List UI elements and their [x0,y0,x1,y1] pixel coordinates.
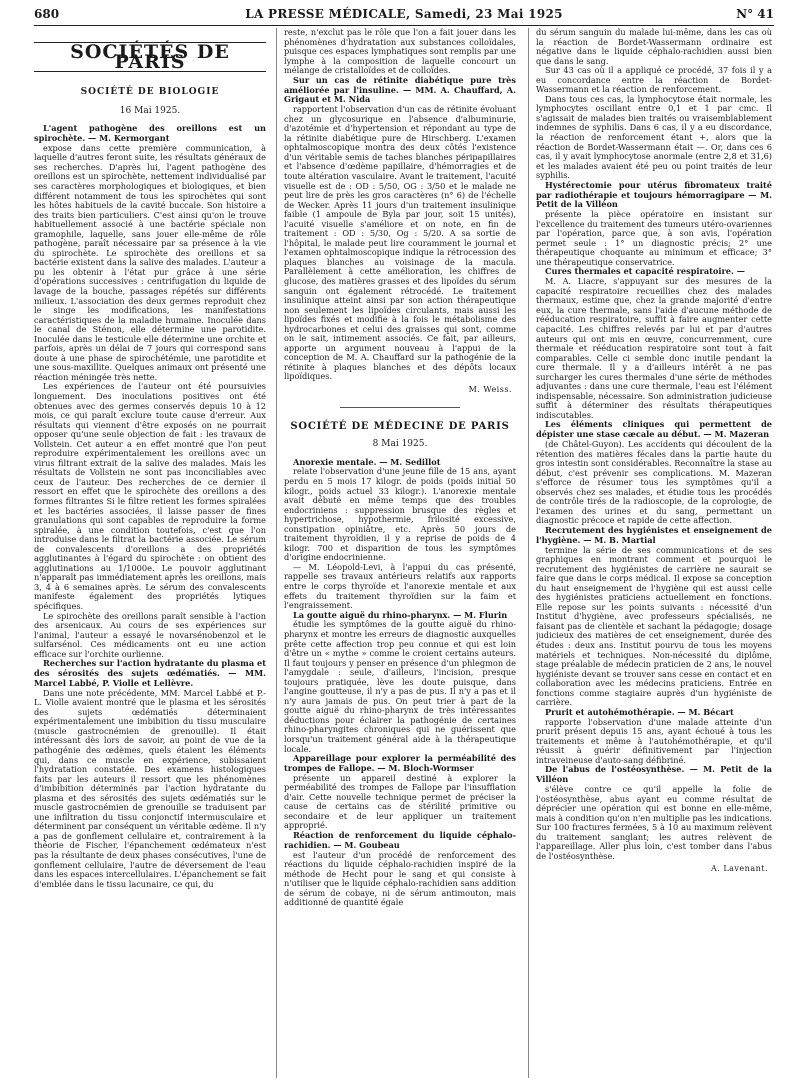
article-paragraph: Les expériences de l'auteur ont été poursuivies longuement. Des inoculations positives ont été obtenues avec des germes conservés depuis 10 à 12 mois, ce qui paraît exclure toute cause d'erreur. Aux résultats qui viennent d'être exposés on ne pourrait opposer qu'une seule objection de fait : les travaux de Vollstein. Cet auteur a en effet montré que l'on peut reproduire expérimentalement les oreillons avec un virus filtrant extrait de la salive des malades. Mais les résultats de Vollstein ne sont pas inconciliables avec ceux de l'auteur. Des recherches de ce dernier il ressort en effet que le spirochète des oreillons a des formes filtrantes Si le filtre retient les formes spiralées et les bactéries associées, il laisse passer de fines granulations qui sont capables de reproduire la forme spiralée, à une condition toutefois, c'est que l'on introduise dans le filtrat la bactérie associée. Le sérum de convalescents d'oreillons a des propriétés agglutinantes à l'égard du spirochète : on obtient des agglutinations au 1/1000e. Le pouvoir agglutinant n'apparaît pas immédiatement après les oreillons, mais 3, 4 à 6 semaines après. Le sérum des convalescents manifeste également des propriétés lytiques spécifiques. [34,381,266,612]
session-date: 8 Mai 1925. [372,439,428,450]
article-paragraph: présente un appareil destiné à explorer la perméabilité des trompes de Fallope par l'insufflation d'air. Cette nouvelle technique permet de préciser la cause de certains cas de stérilité primitive ou secondaire et de leur appliquer un traitement approprié. [284,772,516,831]
article-title: Réaction de renforcement du liquide céphalo-rachidien. — M. Goubeau [284,829,516,850]
article-title: L'agent pathogène des oreillons est un spirochète. — M. Kermorgant [34,123,266,143]
article-paragraph: du sérum sanguin du malade lui-même, dans les cas où la réaction de Bordet-Wassermann ordinaire est négative dans le liquide céphalo-rachidien aussi bien que dans le sang. [536,28,772,66]
column-separator [528,28,529,1078]
article-title: Prurit et autohémothérapie. — M. Bécart [545,706,734,717]
article-title: Anorexie mentale. — M. Sedillot [293,456,441,467]
article-title: Cures thermales et capacité respiratoire. — [545,266,745,277]
column-separator [276,28,277,1078]
section-divider [340,407,460,408]
header-rule [34,25,774,26]
article-paragraph: Dans tous ces cas, la lymphocytose était normale, les lymphocytes oscillant entre 0,1 et 1 par cmc. Il s'agissait de malades bien traités ou vraisemblablement indemnes de syphilis. Dans 6 cas, il y a eu discordance, la réaction de renforcement étant +, alors que la réaction de Bordet-Wassermann était —. Or, dans ces 6 cas, il y avait lymphocytose anormale (entre 2,8 et 31,6) et les malades avaient été peu ou point traités de leur syphilis. [536,93,772,181]
article-paragraph: étudie les symptômes de la goutte aiguë du rhino-pharynx et montre les erreurs de diagnostic auxquelles prête cette affection trop peu connue et qui est loin d'être un « mythe » comme le croient certains auteurs. Il faut toujours y penser en présence d'un phlegmon de l'amygdale : seule, d'ailleurs, l'incision, presque toujours pratiquée, lève les doute puisque, dans l'angine goutteuse, il n'y a pas de pus. Il n'y a pas et il n'y aura jamais de pus. On peut trier à part de la goutte aiguë du rhino-pharynx de très intéressantes déductions pour éclairer la pathogénie de certaines rhino-pharyngites chroniques qui ne guérissent que lorsqu'un traitement général aide à la thérapeutique locale. [284,619,516,754]
article-paragraph: (de Châtel-Guyon). Les accidents qui découlent de la rétention des matières fécales dans la partie haute du gros intestin sont considérables. Reconnaître la stase au début, c'est prévenir ses complications. M. Mazeran s'efforce de résumer tous les symptômes qu'il a observés chez ses malades, et étudie tous les procédés de contrôle tirés de la radioscopie, de la coprologie, de l'examen des urines et du sang, permettant un diagnostic précoce et rapide de cette affection. [536,439,772,526]
article-title: Recrutement des hygiénistes et enseignement de l'hygiène. — M. B. Martial [536,524,772,545]
article-paragraph: reste, n'exclut pas le rôle que l'on a fait jouer dans les phénomènes d'hydratation aux substances colloïdales, puisque ces espaces lymphatiques sont remplis par une lymphe à la composition de laquelle concourt un mélange de cristalloïdes et de colloïdes. [284,28,516,76]
article-paragraph: est l'auteur d'un procédé de renforcement des réactions du liquide céphalo-rachidien inspiré de la méthode de Hecht pour le sang et qui consiste à n'utiliser que le liquide céphalo-rachidien sans addition de sérum de cobaye, ni de sérum antimouton, mais additionné de quantité égale [284,849,516,908]
article-paragraph: relate l'observation d'une jeune fille de 15 ans, ayant perdu en 5 mois 17 kilogr. de poids (poids initial 50 kilogr., poids actuel 33 kilogr.). L'anorexie mentale avait débuté en même temps que des troubles endocriniens : suppression brusque des règles et hypertrichose, hypothermie, frilosité excessive, constipation opiniâtre, etc. Après 50 jours de traitement thyroïdien, il y a reprise de poids de 4 kilogr. 700 et disparition de tous les symptômes d'origine endocrinienne. [284,466,516,563]
article-paragraph: présente la pièce opératoire en insistant sur l'excellence du traitement des tumeurs utéro-ovariennes par l'opération, parce que, à son avis, l'opération permet seule : 1° un diagnostic précis; 2° une thérapeutique choquante au minimum et efficace; 3° une thérapeutique conservatrice. [536,209,772,267]
page-number: 680 [34,7,60,21]
running-head [34,4,774,24]
session-date: 16 Mai 1925. [119,105,181,116]
issue-number: N° 41 [736,7,774,21]
society-heading: SOCIÉTÉ DE BIOLOGIE [80,87,220,98]
article-title: Les éléments cliniques qui permettent de dépister une stase cæcale au début. — M. Mazeran [536,419,772,440]
column-1 [34,28,266,1078]
newspaper-page [34,0,774,1082]
column-2 [284,28,516,1078]
article-paragraph: expose dans cette première communication, à laquelle d'autres feront suite, les résultats généraux de ses recherches. D'après lui, l'agent pathogène des oreillons est un spirochète, nettement individualisé par ses caractères morphologiques et biologiques, et bien différent notamment de tous les spirochètes qui sont les hôtes habituels de la cavité buccale. Son histoire a des traits bien particuliers. C'est ainsi qu'on le trouve habituellement associé à une bactérie spéciale non gramophile, laquelle, sans jouer elle-même de rôle pathogène, paraît nécessaire par sa présence à la vie du spirochète. Le spirochète des oreillons et sa bactérie existent dans la salive des malades. L'auteur a pu les obtenir à l'état pur grâce à une série d'opérations successives : centrifugation du liquide de lavage de la bouche, passages répétés sur différents milieux. L'association des deux germes reproduit chez le singe les modifications, les manifestations caractéristiques de la maladie humaine. Inoculée dans le canal de Sténon, elle détermine une parotidite. Inoculée dans le testicule elle détermine une orchite et parfois, après un délai de 7 jours qui correspond sans doute à une phase de spirochétémie, une parotidite et une sous-maxillite. Quelques animaux ont présenté une réaction méningée très nette. [34,142,266,382]
article-paragraph: rapporte l'observation d'une malade atteinte d'un prurit présent depuis 15 ans, ayant échoué à tous les traitements et même à l'autohémothérapie, et qu'il réussit à guérir définitivement par l'injection intraveineuse d'auto-sang défibriné. [536,716,772,765]
society-heading: SOCIÉTÉ DE MÉDECINE DE PARIS [290,420,510,432]
article-paragraph: s'élève contre ce qu'il appelle la folie de l'ostéosynthèse, abus ayant eu comme résultat de déprécier une opération qui est bonne en elle-même, mais à condition qu'on n'en multiplie pas les indications. Sur 100 fractures fermées, 5 à 10 au maximum relèvent du traitement sanglant; les autres relèvent de l'appareillage. Aller plus loin, c'est tomber dans l'abus de l'ostéosynthèse. [536,783,772,861]
article-paragraph: Dans une note précédente, MM. Marcel Labbé et P.-L. Violle avaient montré que le plasma et les sérosités des sujets œdématiés déterminaient expérimentalement une imbibition du tissu musculaire (muscle gastrocnémien de grenouille). Il était intéressant dès lors de savoir, au point de vue de la pathogénie des œdèmes, quels étaient les éléments qui, dans ce muscle en expérience, subissaient l'hydratation constatée. Des examens histologiques faits par les auteurs il ressort que les phénomènes d'imbibition déterminés par l'action hydratante du plasma et des sérosités des sujets œdématiés sur le muscle gastrocnémien de grenouille se traduisent par une infiltration du tissu conjonctif intermusculaire et déterminent par conséquent un véritable œdème. Il n'y a pas de gonflement cellulaire et, contrairement à la théorie de Fischer, l'épanchement œdémateux n'est pas la résultante de deux phases consécutives, l'une de gonflement cellulaire, l'autre de déversement de l'eau dans les espaces intercellulaires. L'épanchement se fait d'emblée dans le tissu lacunaire, ce qui, du [34,687,266,889]
journal-title: LA PRESSE MÉDICALE, Samedi, 23 Mai 1925 [245,7,563,21]
article-paragraph: Le spirochète des oreillons paraît sensible à l'action des arsenicaux. Au cours de ses expériences sur l'animal, l'auteur a essayé le novarsénobenzol et le sulfarsénol. Ces médicaments ont eu une action efficace sur l'orchite ourlienne. [34,610,266,659]
article-title: De l'abus de l'ostéosynthèse. — M. Petit de la Villéon [536,764,772,785]
signature: M. Weiss. [468,384,512,394]
article-paragraph: Sur 43 cas où il a appliqué ce procédé, 37 fois il y a eu concordance entre la réaction de Bordet-Wassermann et la réaction de renforcement. [536,65,772,95]
column-3 [536,28,772,1078]
article-paragraph: — M. Léopold-Levi, à l'appui du cas présenté, rappelle ses travaux antérieurs relatifs aux rapports entre le corps thyroïde et l'anorexie mentale et aux effets du traitement thyroïdien sur la faim et l'engraissement. [284,561,516,611]
article-title: Sur un cas de rétinite diabétique pure très améliorée par l'insuline. — MM. A. Chauffard, A. Grigaut et M. Nida [284,74,516,105]
article-title: Hystérectomie pour utérus fibromateux traité par radiothérapie et toujours hémorragipare — M. Petit de la Villéon [536,179,772,210]
article-title: Appareillage pour explorer la perméabilité des trompes de Fallope. — M. Bloch-Wormser [284,753,516,773]
signature: A. Lavenant. [710,864,768,874]
article-paragraph: termine la série de ses communications et de ses graphiques en montrant comment et pourquoi le recrutement des hygiénistes de carrière ne saurait se faire que dans le corps médical. Il expose sa conception du haut enseignement de l'hygiène qui est aussi celle des hygiénistes praticiens actuellement en fonctions. Elle repose sur les points suivants : nécessité d'un Institut d'hygiène, avec professeurs spécialisés, ne faisant pas de clientèle et sachant la pédagogie; dosage judicieux des matières de cet enseignement, durée des études : deux ans. Institut pourvu de tous les moyens matériels et techniques. Non-nécessité du diplôme, stage préalable de médecin praticien de 2 ans, le nouvel hygiéniste devant se trouver sans cesse en contact et en collaboration avec les médecins praticiens. Entrée en fonctions comme stagiaire auprès d'un hygiéniste de carrière. [536,544,772,708]
article-title: La goutte aiguë du rhino-pharynx. — M. Flurin [293,609,508,620]
article-title: Recherches sur l'action hydratante du plasma et des sérosités des sujets œdématiés. — MM. Marcel Labbé, P. Violle et Lellèvre. [34,658,266,688]
section-title: SOCIÉTÉS DE PARIS [34,42,266,72]
article-paragraph: M. A. Liacre, s'appuyant sur des mesures de la capacité respiratoire recueillies chez des malades thermaux, estime que, chez la grande majorité d'entre eux, la cure thermale, sans l'aide d'aucune méthode de rééducation respiratoire, suffit à faire augmenter cette capacité. Les chiffres relevés par lui et par d'autres auteurs qui ont mis en œuvre, concurremment, cure thermale et rééducation respiratoire sont tout à fait comparables. Celle ci semble donc inutile pendant la cure thermale. Il y a d'ailleurs intérêt à ne pas surcharger les cures thermales d'une série de méthodes adjuvantes : dans une cure thermale, l'eau est l'élément indispensable, nécessaire. Son administration judicieuse suffit à déterminer des résultats thérapeutiques indiscutables. [536,276,772,420]
article-paragraph: rapportent l'observation d'un cas de rétinite évoluant chez un glycosurique en l'absence d'albuminurie, d'azotémie et d'hypertension et répondant au type de la rétinite diabétique pure de Hirschberg. L'examen ophtalmoscopique montra des deux côtés l'existence d'un véritable semis de taches blanches péripapillaires et l'absence d'œdème papillaire, d'hémorragies et de toute altération vasculaire. Avant le traitement, l'acuité visuelle est de : OD : 5/50, OG : 3/50 et le malade ne peut lire de près les gros caractères (n° 6) de l'échelle de Wecker. Après 11 jours d'un traitement insulinique faible (1 ampoule de Byla par jour, soit 15 unités), l'acuité visuelle s'améliore et on note, en fin de traitement : OD : 5/30, Og : 5/20. A sa sortie de l'hôpital, le malade peut lire couramment le journal et l'examen ophtalmoscopique indique la rétrocession des plaques blanches au voisinage de la macula. Parallèlement à cette amélioration, les chiffres de glucose, des matières grasses et des lipoïdes du sérum sanguin ont également rétrocédé. Le traitement insulinique atteint ainsi par son action thérapeutique non seulement les lipoïdes circulants, mais aussi les lipoïdes fixés et modifie à la fois le métabolisme des hydrocarbones et celui des graisses qui sont, comme on le sait, intimement associés. Ce fait, par ailleurs, apporte un argument nouveau à l'appui de la conception de M. A. Chauffard sur la pathogénie de la rétinite à plaques blanches et des dépôts locaux lipoïdiques. [284,104,516,382]
